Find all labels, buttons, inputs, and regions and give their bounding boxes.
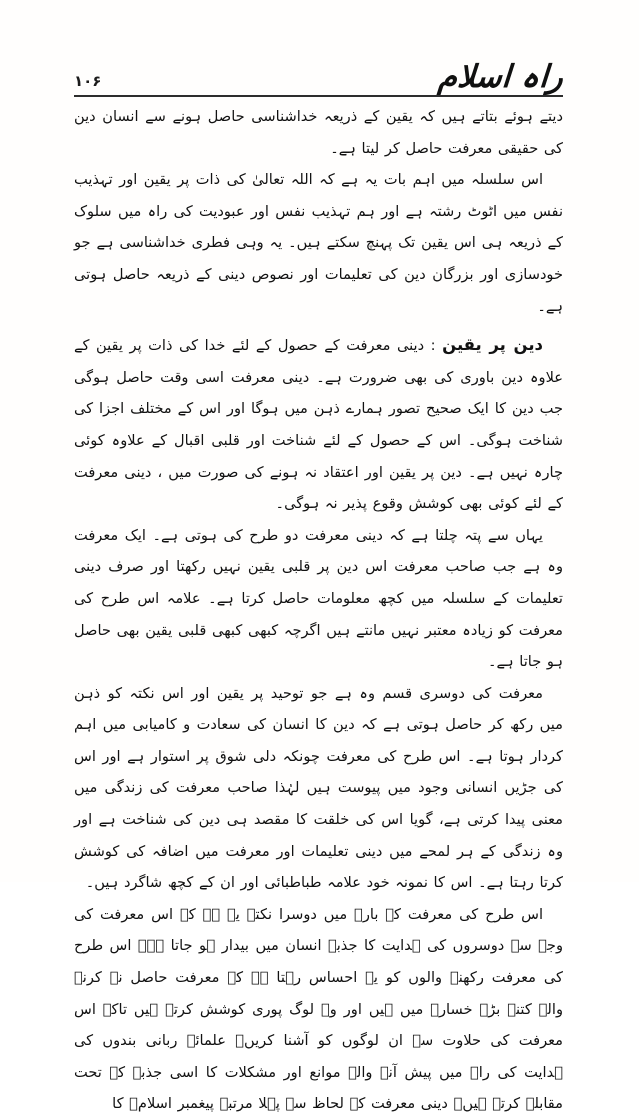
paragraph-heading: دین پر یقین bbox=[442, 335, 543, 355]
book-title-calligraphy: راہ اسلام bbox=[437, 59, 565, 95]
paragraph: اس طرح کی معرفت کے بارے میں دوسرا نکتہ یہ ہے کہ اس معرفت کی وجہ سے دوسروں کی ہدایت کا جذبہ انسان میں بیدار ہو جاتا ہے۔ اس طرح کی معرفت رکھنے والوں کو یہ احساس رہتا ہے کہ معرفت حاصل نہ کرنے والے کتنے بڑے خسارے میں ہیں اور وہ لوگ پوری کوشش کرتے ہیں تاکہ اس معرفت کی حلاوت سے ان لوگوں کو آشنا کریں۔ علمائے ربانی بندوں کی ہدایت کی راہ میں پیش آنے والے موانع اور مشکلات کا اسی جذبہ کے تحت مقابلہ کرتے ہیں۔ دینی معرفت کے لحاظ سے پہلا مرتبہ پیغمبر اسلامؐ کا bbox=[74, 905, 563, 1113]
paragraph: یہاں سے پتہ چلتا ہے کہ دینی معرفت دو طرح کی ہوتی ہے۔ ایک معرفت وہ ہے جب صاحب معرفت اس دین پر قلبی یقین نہیں رکھتا اور صرف دینی تعلیمات کے سلسلہ میں کچھ معلومات حاصل کرتا ہے۔ علامہ اس طرح کی معرفت کو زیادہ معتبر نہیں مانتے ہیں اگرچہ کبھی کبھی قلبی یقین بھی حاصل ہو جاتا ہے۔ bbox=[74, 526, 563, 671]
paragraph: دیتے ہوئے بتاتے ہیں کہ یقین کے ذریعہ خداشناسی حاصل ہونے سے انسان دین کی حقیقی معرفت حاصل کر لیتا ہے۔ bbox=[74, 108, 563, 157]
page-number: ۱۰۶ bbox=[74, 72, 102, 90]
paragraph: اس سلسلہ میں اہم بات یہ ہے کہ اللہ تعالیٰ کی ذات پر یقین اور تہذیب نفس میں اٹوٹ رشتہ ہے اور ہم تہذیب نفس اور عبودیت کی راہ میں سلوک کے ذریعہ ہی اس یقین تک پہنچ سکتے ہیں۔ یہ وہی فطری خداشناسی ہے جو خودسازی اور بزرگان دین کی تعلیمات اور نصوص دینی کے ذریعہ حاصل ہوتی ہے۔ bbox=[74, 171, 563, 315]
paragraph: دین پر یقین : دینی معرفت کے حصول کے لئے خدا کی ذات پر یقین کے علاوہ دین باوری کی بھی ضرورت ہے۔ دینی معرفت اسی وقت حاصل ہوگی جب دین کا ایک صحیح تصور ہمارے ذہن میں ہوگا اور اس کے مختلف اجزا کی شناخت ہوگی۔ اس کے حصول کے لئے شناخت اور قلبی اقبال کے علاوہ کوئی چارہ نہیں ہے۔ دین پر یقین اور اعتقاد نہ ہونے کی صورت میں ، دینی معرفت کے لئے کوئی بھی کوشش وقوع پذیر نہ ہوگی۔ bbox=[74, 335, 563, 513]
page-header bbox=[74, 0, 563, 97]
paragraph: معرفت کی دوسری قسم وہ ہے جو توحید پر یقین اور اس نکتہ کو ذہن میں رکھ کر حاصل ہوتی ہے کہ دین کا انسان کی سعادت و کامیابی میں اہم کردار ہوتا ہے۔ اس طرح کی معرفت چونکہ دلی شوق پر استوار ہے اور اس کی جڑیں انسانی وجود میں پیوست ہیں لہٰذا صاحب معرفت کی زندگی میں معنی پیدا کرتی ہے، گویا اس کی خلقت کا مقصد ہی دین کی شناخت ہے اور وہ زندگی کے ہر لمحے میں دینی تعلیمات اور معرفت میں اضافہ کی کوشش کرتا رہتا ہے۔ اس کا نمونہ خود علامہ طباطبائی اور ان کے کچھ شاگرد ہیں۔ bbox=[74, 684, 563, 892]
page-body bbox=[74, 101, 563, 1113]
